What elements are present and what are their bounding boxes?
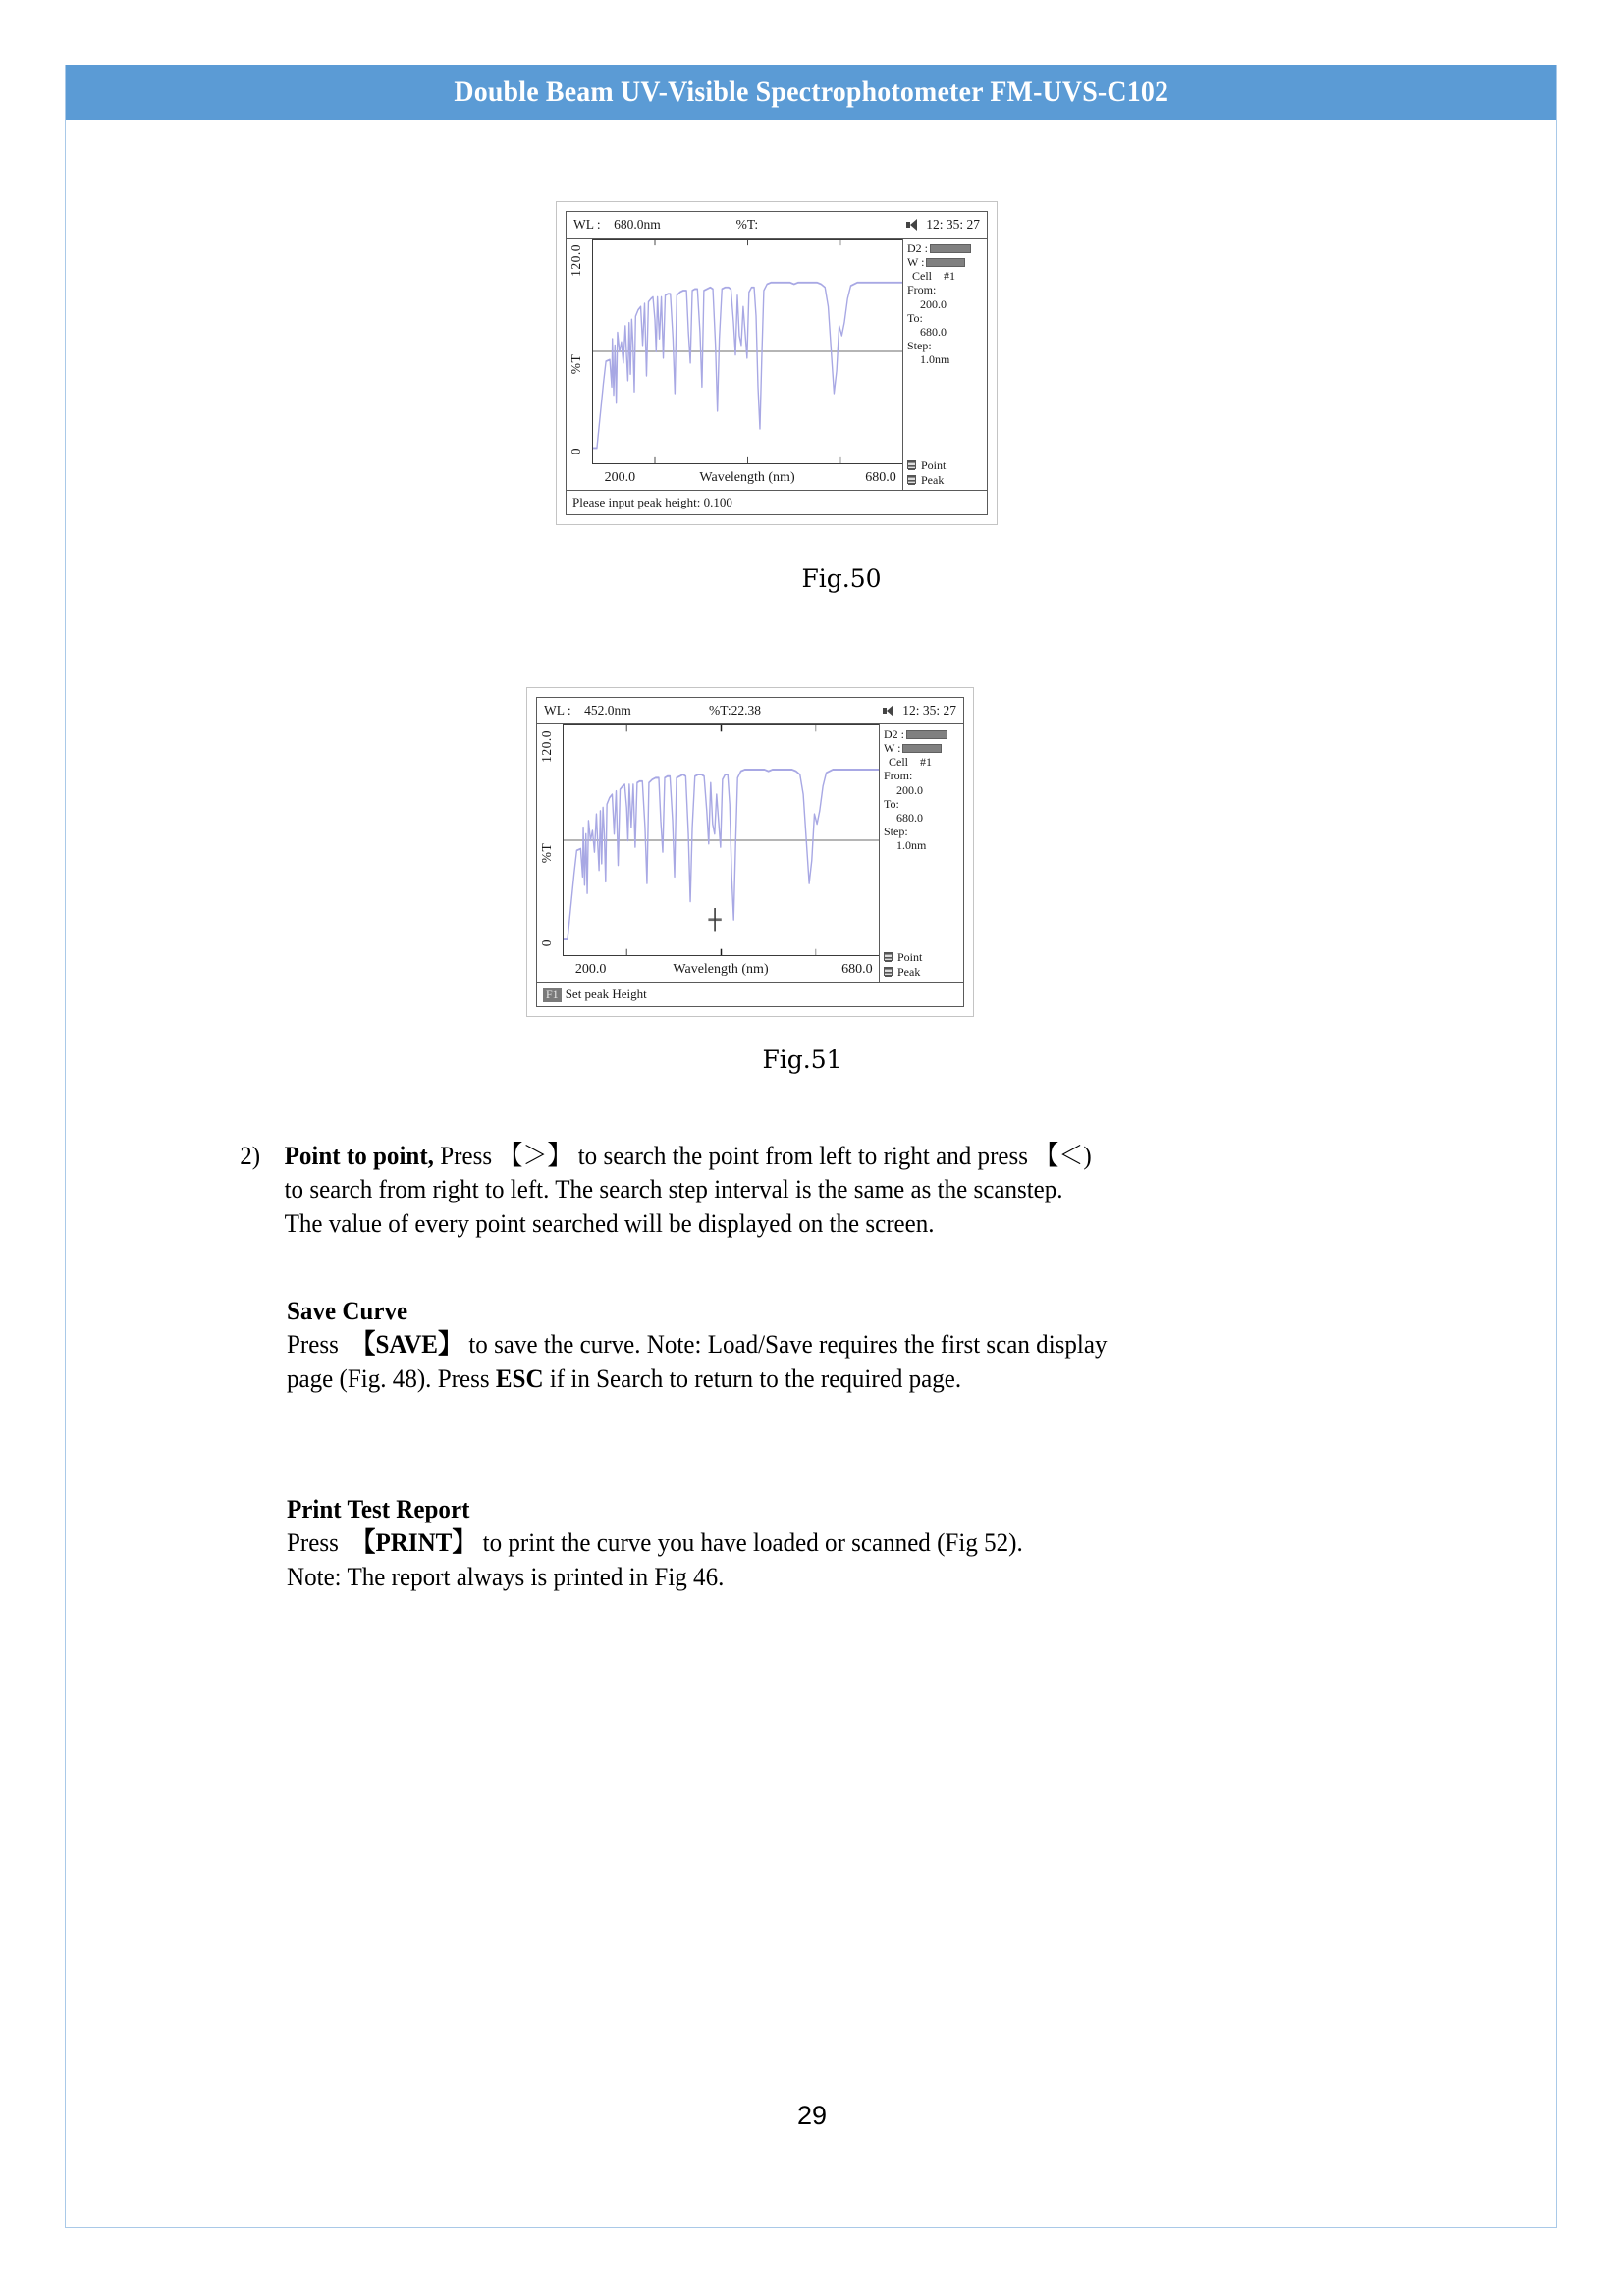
y-axis-max-label: 120.0 [539,730,554,763]
save-press-word: Press [287,1329,339,1360]
wavelength-value: 680.0nm [614,217,661,232]
plot-column-fig51 [537,724,879,982]
transmittance-readout-fig50: %T: [735,217,759,232]
peak-icon [907,475,916,484]
figure-50-caption: Fig.50 [801,564,882,593]
header-banner [66,65,1556,120]
d2-lamp-row [884,727,963,741]
cell-row [907,269,987,283]
print-press-word: Press [287,1527,339,1558]
lcd-body-fig51 [537,724,963,982]
f1-key-badge[interactable]: F1 [543,988,562,1002]
speaker-icon [906,219,919,232]
y-axis-labels-fig51 [537,724,563,982]
y-axis-title: %T [568,353,583,375]
figure-51-caption: Fig.51 [762,1045,842,1074]
set-peak-height-label: Set peak Height [565,987,647,1001]
paragraph-point-to-point [240,1139,1440,1240]
spectrum-curve-fig51 [564,770,879,939]
figure-50-frame [556,201,998,525]
w-lamp-indicator [902,744,942,753]
cell-value: #1 [920,755,932,770]
legend-point-label: Point [921,457,947,472]
y-axis-title: %T [539,842,554,864]
wavelength-readout-fig50 [573,217,736,233]
print-report-line-2: Note: The report always is printed in Fig 46. [287,1561,725,1591]
speaker-icon [883,705,895,718]
lcd-body-fig50 [567,239,987,490]
save-key-label: 【SAVE】 [351,1329,463,1360]
cell-row [884,755,963,769]
spectrum-svg-fig50 [593,240,902,463]
print-report-heading: Print Test Report [287,1494,470,1523]
lcd-status-bar-bottom-fig50 [567,490,987,514]
d2-lamp-indicator [906,730,947,739]
print-test-report-section [287,1492,1514,1593]
x-axis-max-label: 680.0 [841,962,873,977]
page-title: Double Beam UV-Visible Spectrophotometer FM-UVS-C102 [454,76,1168,108]
legend-peak-fig51 [884,965,963,979]
legend-peak-label: Peak [921,472,945,487]
to-label: To: [884,796,899,811]
step-label: Step: [884,825,908,839]
point-to-point-line1: Press 【＞】 to search the point from left to right and press 【＜) [433,1141,1092,1170]
y-axis-max-label: 120.0 [568,244,583,277]
x-axis-min-label: 200.0 [604,470,636,485]
save-line2-post: if in Search to return to the required page. [543,1362,962,1393]
cell-value: #1 [944,269,955,284]
wavelength-readout-fig51 [544,703,709,719]
spectrum-plot-fig51 [563,724,879,956]
d2-lamp-indicator [930,244,971,253]
plot-column-fig50 [567,239,902,490]
from-label: From: [884,769,913,783]
point-to-point-lead: Point to point, [284,1141,434,1170]
scan-info-panel-fig50 [902,239,987,490]
w-lamp-row [884,741,963,755]
list-number: 2) [240,1141,261,1170]
spectrum-svg-fig51 [564,725,879,955]
d2-lamp-row [907,241,987,255]
y-axis-labels-fig50 [567,239,592,490]
step-value: 1.0nm [920,352,950,367]
w-lamp-label: W : [907,255,925,270]
d2-lamp-label: D2 : [884,727,904,741]
peak-height-prompt: Please input peak height: 0.100 [572,495,732,509]
lcd-status-bar-top-fig50 [567,212,987,239]
point-to-point-line2: to search from right to left. The search step interval is the same as the scanstep. [284,1174,1063,1204]
clock-readout-fig50: 12: 35: 27 [926,217,980,232]
legend-peak-fig50 [907,473,987,487]
cursor-crosshair-marker [708,908,721,931]
x-axis-min-label: 200.0 [574,962,607,977]
to-value: 680.0 [920,324,947,339]
clock-readout-fig51: 12: 35: 27 [902,703,956,718]
to-label: To: [907,310,923,325]
print-key-label: 【PRINT】 [351,1527,477,1558]
point-icon [907,460,916,469]
wavelength-label: WL : [544,703,571,718]
lcd-screen-fig50 [566,211,988,515]
step-value: 1.0nm [896,838,927,853]
save-line2-pre: page (Fig. 48). Press [287,1362,496,1393]
cell-label: Cell [912,269,932,284]
step-label: Step: [907,339,932,353]
x-axis-labels-fig51 [563,956,879,982]
save-curve-heading: Save Curve [287,1296,408,1325]
from-value: 200.0 [896,782,923,797]
legend-peak-label: Peak [897,964,921,979]
from-label: From: [907,283,937,297]
peak-icon [884,967,893,976]
y-axis-min-label: 0 [539,938,554,946]
spectrum-curve-fig50 [593,283,902,449]
to-value: 680.0 [896,810,923,825]
spectrum-plot-fig50 [592,239,902,464]
point-to-point-line3: The value of every point searched will be displayed on the screen. [284,1207,935,1238]
wavelength-label: WL : [573,217,601,232]
print-report-line-1 [287,1525,1446,1559]
scan-info-panel-fig51 [879,724,963,982]
x-axis-labels-fig50 [592,464,902,490]
wavelength-value: 452.0nm [584,703,631,718]
legend-point-fig51 [884,950,963,964]
figure-51-frame [526,687,974,1017]
x-axis-title: Wavelength (nm) [699,470,795,485]
legend-point-label: Point [897,949,923,964]
x-axis-max-label: 680.0 [865,470,896,485]
w-lamp-label: W : [884,741,901,756]
print-line1-rest: to print the curve you have loaded or scanned (Fig 52). [482,1527,1023,1558]
save-curve-section [287,1294,1514,1395]
legend-point-fig50 [907,458,987,472]
lcd-status-bar-bottom-fig51 [537,982,963,1006]
w-lamp-row [907,255,987,269]
d2-lamp-label: D2 : [907,241,928,255]
save-line1-rest: to save the curve. Note: Load/Save requires the first scan display [468,1329,1108,1360]
from-value: 200.0 [920,296,947,311]
page-number: 29 [796,2101,828,2130]
save-curve-line-2 [287,1362,1446,1395]
w-lamp-indicator [926,258,965,267]
save-curve-line-1 [287,1327,1446,1361]
transmittance-readout-fig51: %T:22.38 [709,703,761,718]
lcd-status-bar-top-fig51 [537,698,963,724]
lcd-screen-fig51 [536,697,964,1007]
point-icon [884,952,893,961]
esc-key-label: ESC [495,1362,544,1393]
x-axis-title: Wavelength (nm) [673,962,769,977]
y-axis-min-label: 0 [568,447,583,454]
cell-label: Cell [889,755,908,770]
